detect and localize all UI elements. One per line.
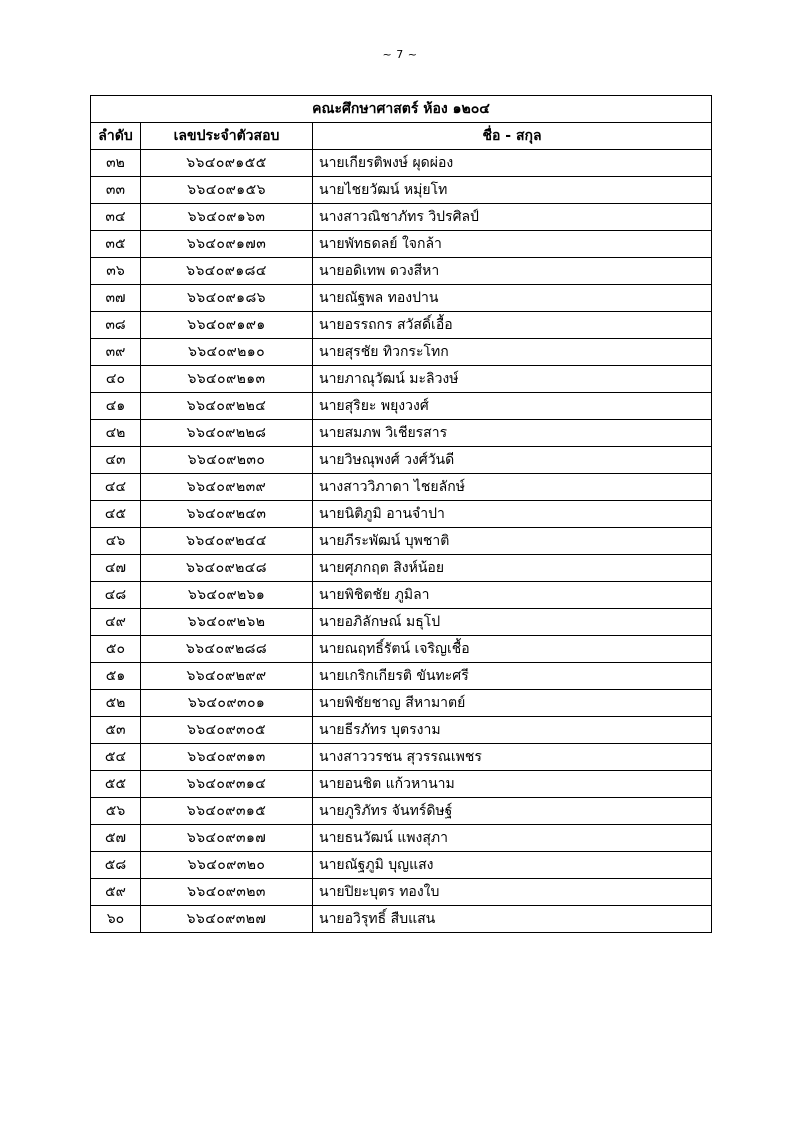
table-row (91, 609, 712, 636)
table-row (91, 231, 712, 258)
row-name: นายธีรภัทร บุตรงาม (313, 717, 712, 744)
table-row (91, 474, 712, 501)
row-order: ๓๓ (91, 177, 141, 204)
row-order: ๔๒ (91, 420, 141, 447)
row-exam-id: ๖๖๔๐๙๑๘๔ (141, 258, 313, 285)
row-order: ๔๔ (91, 474, 141, 501)
table-row (91, 879, 712, 906)
row-name: นายพัทธดลย์ ใจกล้า (313, 231, 712, 258)
table-row (91, 636, 712, 663)
table-header-row (91, 123, 712, 150)
row-name: นายณัฐภูมิ บุญแสง (313, 852, 712, 879)
row-order: ๔๗ (91, 555, 141, 582)
row-order: ๔๕ (91, 501, 141, 528)
row-name: นายไชยวัฒน์ หมุ่ยโท (313, 177, 712, 204)
row-exam-id: ๖๖๔๐๙๓๑๓ (141, 744, 313, 771)
row-exam-id: ๖๖๔๐๙๓๒๓ (141, 879, 313, 906)
row-name: นายอดิเทพ ดวงสีหา (313, 258, 712, 285)
table-row (91, 150, 712, 177)
row-name: นายอภิลักษณ์ มธุโป (313, 609, 712, 636)
row-order: ๓๒ (91, 150, 141, 177)
table-row (91, 906, 712, 933)
row-order: ๖๐ (91, 906, 141, 933)
table-title: คณะศึกษาศาสตร์ ห้อง ๑๒๐๔ (91, 96, 712, 123)
row-order: ๕๔ (91, 744, 141, 771)
row-order: ๓๘ (91, 312, 141, 339)
row-name: นายภีระพัฒน์ บุพชาติ (313, 528, 712, 555)
table-row (91, 204, 712, 231)
row-name: นายศุภกฤต สิงห์น้อย (313, 555, 712, 582)
row-exam-id: ๖๖๔๐๙๒๑๐ (141, 339, 313, 366)
row-name: นายภาณุวัฒน์ มะลิวงษ์ (313, 366, 712, 393)
row-name: นายสุริยะ พยุงวงศ์ (313, 393, 712, 420)
row-name: นายอรรถกร สวัสดิ์เอื้อ (313, 312, 712, 339)
table-row (91, 339, 712, 366)
row-order: ๓๖ (91, 258, 141, 285)
row-exam-id: ๖๖๔๐๙๒๓๙ (141, 474, 313, 501)
table-row (91, 366, 712, 393)
row-name: นางสาวณิชาภัทร วิปรศิลป์ (313, 204, 712, 231)
row-name: นายอนชิต แก้วหานาม (313, 771, 712, 798)
row-name: นายพิชัยชาญ สีหามาตย์ (313, 690, 712, 717)
row-exam-id: ๖๖๔๐๙๓๑๗ (141, 825, 313, 852)
row-order: ๕๘ (91, 852, 141, 879)
row-exam-id: ๖๖๔๐๙๒๒๘ (141, 420, 313, 447)
row-name: นางสาววรชน สุวรรณเพชร (313, 744, 712, 771)
row-name: นายวิษณุพงศ์ วงศ์วันดี (313, 447, 712, 474)
table-row (91, 177, 712, 204)
table-row (91, 744, 712, 771)
row-order: ๕๑ (91, 663, 141, 690)
row-order: ๔๖ (91, 528, 141, 555)
row-order: ๓๙ (91, 339, 141, 366)
row-exam-id: ๖๖๔๐๙๒๓๐ (141, 447, 313, 474)
row-name: นายปิยะบุตร ทองใบ (313, 879, 712, 906)
table-row (91, 798, 712, 825)
row-order: ๕๕ (91, 771, 141, 798)
table-body (91, 150, 712, 933)
table-row (91, 420, 712, 447)
row-exam-id: ๖๖๔๐๙๒๔๘ (141, 555, 313, 582)
page-number: ~ 7 ~ (382, 48, 418, 61)
row-name: นายธนวัฒน์ แพงสุภา (313, 825, 712, 852)
table-row (91, 312, 712, 339)
row-order: ๔๙ (91, 609, 141, 636)
table-row (91, 582, 712, 609)
row-order: ๕๐ (91, 636, 141, 663)
row-name: นายอวิรุทธิ์ สืบแสน (313, 906, 712, 933)
row-name: นายณฤทธิ์รัตน์ เจริญเชื้อ (313, 636, 712, 663)
row-order: ๔๑ (91, 393, 141, 420)
row-exam-id: ๖๖๔๐๙๓๑๔ (141, 771, 313, 798)
row-order: ๕๓ (91, 717, 141, 744)
table-row (91, 663, 712, 690)
row-exam-id: ๖๖๔๐๙๑๘๖ (141, 285, 313, 312)
header-order: ลำดับ (91, 123, 141, 150)
table-row (91, 285, 712, 312)
row-name: นายเกียรติพงษ์ ผุดผ่อง (313, 150, 712, 177)
row-exam-id: ๖๖๔๐๙๒๖๒ (141, 609, 313, 636)
header-exam-id: เลขประจำตัวสอบ (141, 123, 313, 150)
row-exam-id: ๖๖๔๐๙๓๐๑ (141, 690, 313, 717)
table-row (91, 555, 712, 582)
row-exam-id: ๖๖๔๐๙๑๕๖ (141, 177, 313, 204)
table-row (91, 771, 712, 798)
table-title-row (91, 96, 712, 123)
row-order: ๔๘ (91, 582, 141, 609)
row-exam-id: ๖๖๔๐๙๓๐๕ (141, 717, 313, 744)
row-order: ๓๕ (91, 231, 141, 258)
row-name: นายพิชิตชัย ภูมิลา (313, 582, 712, 609)
row-exam-id: ๖๖๔๐๙๑๗๓ (141, 231, 313, 258)
exam-seating-table (90, 95, 712, 933)
table-row (91, 393, 712, 420)
row-order: ๓๔ (91, 204, 141, 231)
row-name: นายเกริกเกียรติ ขันทะศรี (313, 663, 712, 690)
row-order: ๔๐ (91, 366, 141, 393)
row-exam-id: ๖๖๔๐๙๒๙๙ (141, 663, 313, 690)
table-row (91, 447, 712, 474)
row-name: นางสาววิภาดา ไชยลักษ์ (313, 474, 712, 501)
table-row (91, 690, 712, 717)
table-row (91, 258, 712, 285)
row-exam-id: ๖๖๔๐๙๒๑๓ (141, 366, 313, 393)
row-exam-id: ๖๖๔๐๙๒๖๑ (141, 582, 313, 609)
row-exam-id: ๖๖๔๐๙๓๒๗ (141, 906, 313, 933)
header-name: ชื่อ - สกุล (313, 123, 712, 150)
row-exam-id: ๖๖๔๐๙๑๕๕ (141, 150, 313, 177)
table-row (91, 501, 712, 528)
row-exam-id: ๖๖๔๐๙๒๘๘ (141, 636, 313, 663)
row-order: ๕๙ (91, 879, 141, 906)
row-name: นายสุรชัย ทิวกระโทก (313, 339, 712, 366)
row-name: นายภูริภัทร จันทร์ดิษฐ์ (313, 798, 712, 825)
row-exam-id: ๖๖๔๐๙๒๔๔ (141, 528, 313, 555)
row-order: ๓๗ (91, 285, 141, 312)
row-order: ๕๗ (91, 825, 141, 852)
row-name: นายนิติภูมิ อานจำปา (313, 501, 712, 528)
row-order: ๔๓ (91, 447, 141, 474)
row-exam-id: ๖๖๔๐๙๒๔๓ (141, 501, 313, 528)
row-exam-id: ๖๖๔๐๙๑๙๑ (141, 312, 313, 339)
row-order: ๕๖ (91, 798, 141, 825)
table-row (91, 717, 712, 744)
row-order: ๕๒ (91, 690, 141, 717)
row-name: นายณัฐพล ทองปาน (313, 285, 712, 312)
row-name: นายสมภพ วิเชียรสาร (313, 420, 712, 447)
row-exam-id: ๖๖๔๐๙๓๒๐ (141, 852, 313, 879)
table-row (91, 825, 712, 852)
table-row (91, 852, 712, 879)
row-exam-id: ๖๖๔๐๙๓๑๕ (141, 798, 313, 825)
row-exam-id: ๖๖๔๐๙๒๒๔ (141, 393, 313, 420)
table-row (91, 528, 712, 555)
row-exam-id: ๖๖๔๐๙๑๖๓ (141, 204, 313, 231)
